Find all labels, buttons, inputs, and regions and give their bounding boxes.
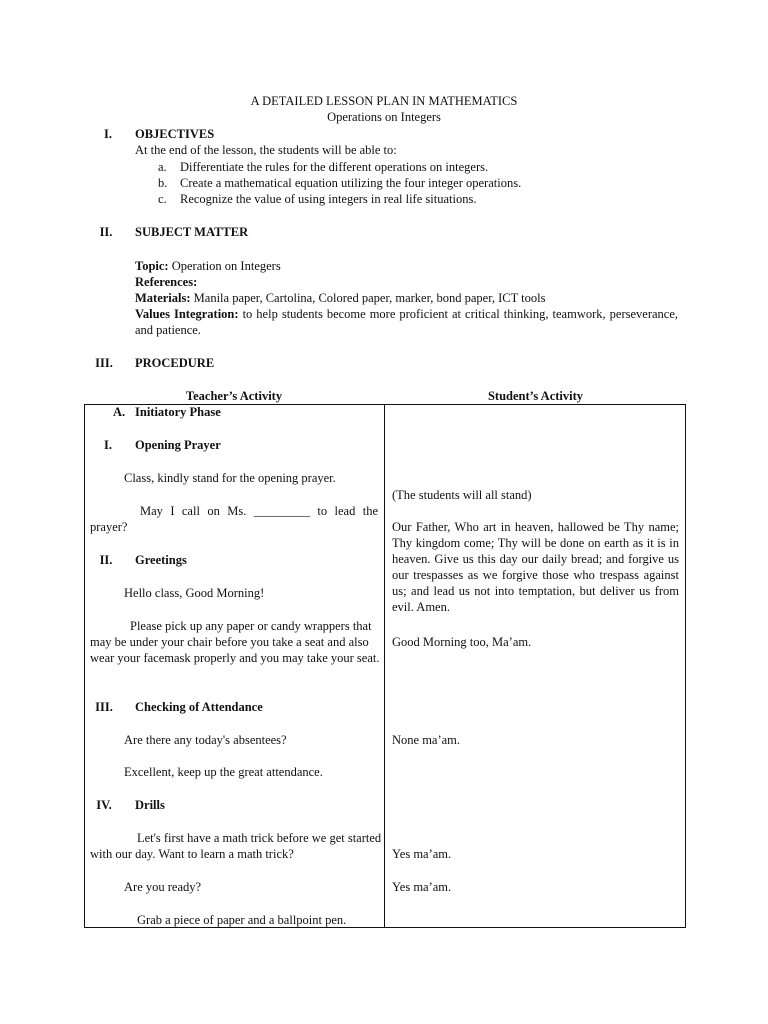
values-label: Values Integration:	[135, 307, 239, 321]
materials-label: Materials:	[135, 291, 191, 305]
prayer-leader-request: May I call on Ms. _________ to lead the prayer?	[90, 504, 378, 534]
objective-item-c: Recognize the value of using integers in real life situations.	[180, 192, 477, 206]
paper-pen-instruction: Grab a piece of paper and a ballpoint pen.	[137, 913, 347, 927]
ready-question: Are you ready?	[124, 880, 202, 894]
objective-item-b: Create a mathematical equation utilizing the four integer operations.	[180, 176, 522, 190]
math-trick-intro: Let's first have a math trick before we get started with our day. Want to learn a math trick?	[90, 831, 382, 861]
objectives-intro: At the end of the lesson, the students will be able to:	[135, 143, 397, 157]
attendance-numeral: III.	[95, 700, 113, 714]
materials-value: Manila paper, Cartolina, Colored paper, marker, bond paper, ICT tools	[193, 291, 546, 305]
attendance-reply: None ma’am.	[392, 733, 461, 747]
objectives-heading: OBJECTIVES	[135, 127, 215, 141]
subject-matter-heading: SUBJECT MATTER	[135, 225, 249, 239]
values-value: to help students become more proficient at critical thinking, teamwork, perseverance, and patience.	[135, 307, 679, 337]
attendance-title: Checking of Attendance	[135, 700, 263, 714]
activity-table-divider	[384, 404, 385, 928]
absentees-question: Are there any today's absentees?	[124, 733, 287, 747]
drills-numeral: IV.	[96, 798, 112, 812]
document-title: A DETAILED LESSON PLAN IN MATHEMATICS	[250, 94, 518, 108]
lords-prayer: Our Father, Who art in heaven, hallowed be Thy name; Thy kingdom come; Thy will be done on earth as it is in heaven. Give us this day our daily bread; and forgive us our trespasses as we forgive those who trespass against us; and lead us not into temptation, but deliver us from evil. Amen.	[392, 520, 679, 614]
student-activity-header: Student’s Activity	[487, 389, 584, 403]
phase-title: Initiatory Phase	[135, 405, 221, 419]
procedure-heading: PROCEDURE	[135, 356, 215, 370]
objective-letter-a: a.	[158, 160, 167, 174]
document-subtitle: Operations on Integers	[327, 110, 441, 124]
greeting-line: Hello class, Good Morning!	[124, 586, 265, 600]
topic-label: Topic:	[135, 259, 169, 273]
students-stand: (The students will all stand)	[392, 488, 532, 502]
seating-instruction: Please pick up any paper or candy wrappers that may be under your chair before you take a seat and also wear your facemask properly and you may take your seat.	[90, 619, 380, 665]
teacher-activity-header: Teacher’s Activity	[185, 389, 283, 403]
objective-letter-b: b.	[158, 176, 168, 190]
objectives-numeral: I.	[104, 127, 112, 141]
objective-letter-c: c.	[158, 192, 167, 206]
prayer-instruction: Class, kindly stand for the opening prayer.	[124, 471, 336, 485]
objective-item-a: Differentiate the rules for the different operations on integers.	[180, 160, 489, 174]
values-integration	[135, 306, 678, 338]
greetings-numeral: II.	[99, 553, 113, 567]
greeting-reply: Good Morning too, Ma’am.	[392, 635, 532, 649]
subject-matter-numeral: II.	[99, 225, 113, 239]
topic-line	[135, 258, 281, 274]
references-label: References:	[135, 275, 198, 289]
phase-letter: A.	[113, 405, 126, 419]
topic-value: Operation on Integers	[171, 259, 281, 273]
math-trick-reply: Yes ma’am.	[392, 847, 452, 861]
greetings-title: Greetings	[135, 553, 187, 567]
drills-title: Drills	[135, 798, 165, 812]
opening-prayer-numeral: I.	[104, 438, 112, 452]
ready-reply: Yes ma’am.	[392, 880, 452, 894]
procedure-numeral: III.	[95, 356, 113, 370]
attendance-praise: Excellent, keep up the great attendance.	[124, 765, 323, 779]
opening-prayer-title: Opening Prayer	[135, 438, 221, 452]
materials-line	[135, 290, 546, 306]
